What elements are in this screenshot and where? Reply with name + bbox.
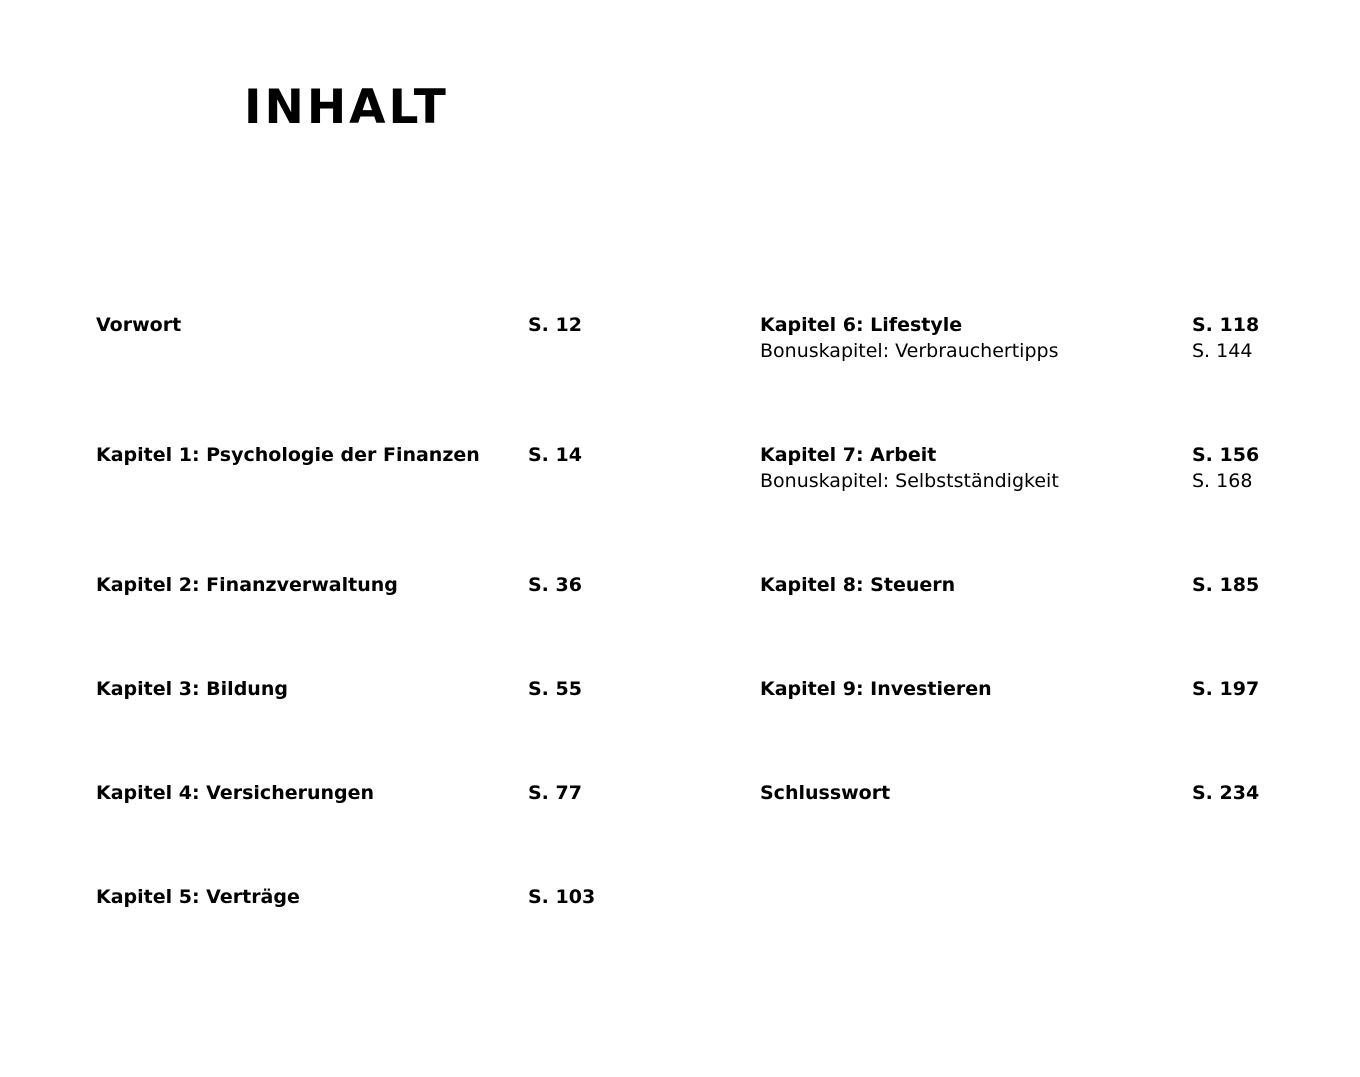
toc-entry-page: S. 36 (528, 574, 582, 596)
toc-bonus-label: Bonuskapitel: Verbrauchertipps (760, 340, 1059, 362)
toc-entry-label: Kapitel 6: Lifestyle (760, 314, 963, 336)
toc-entry-label: Kapitel 3: Bildung (96, 678, 288, 700)
toc-entry-page: S. 12 (528, 314, 582, 336)
toc-entry-page: S. 103 (528, 886, 596, 908)
toc-entry-page: S. 77 (528, 782, 582, 804)
toc-bonus-page: S. 168 (1192, 470, 1253, 492)
toc-entry-label: Kapitel 8: Steuern (760, 574, 956, 596)
toc-entry-page: S. 185 (1192, 574, 1260, 596)
toc-entry-label: Vorwort (96, 314, 182, 336)
toc-entry-page: S. 234 (1192, 782, 1260, 804)
toc-bonus-page: S. 144 (1192, 340, 1253, 362)
page-title: INHALT (244, 80, 449, 135)
toc-entry-label: Schlusswort (760, 782, 891, 804)
toc-entry-page: S. 14 (528, 444, 582, 466)
toc-bonus-label: Bonuskapitel: Selbstständigkeit (760, 470, 1059, 492)
toc-entry-label: Kapitel 9: Investieren (760, 678, 992, 700)
toc-entry-page: S. 55 (528, 678, 582, 700)
toc-entry-page: S. 118 (1192, 314, 1260, 336)
toc-entry-label: Kapitel 7: Arbeit (760, 444, 937, 466)
toc-entry-page: S. 197 (1192, 678, 1260, 700)
toc-entry-label: Kapitel 5: Verträge (96, 886, 300, 908)
toc-entry-label: Kapitel 1: Psychologie der Finanzen (96, 444, 480, 466)
toc-entry-page: S. 156 (1192, 444, 1260, 466)
toc-entry-label: Kapitel 2: Finanzverwaltung (96, 574, 398, 596)
toc-entry-label: Kapitel 4: Versicherungen (96, 782, 375, 804)
